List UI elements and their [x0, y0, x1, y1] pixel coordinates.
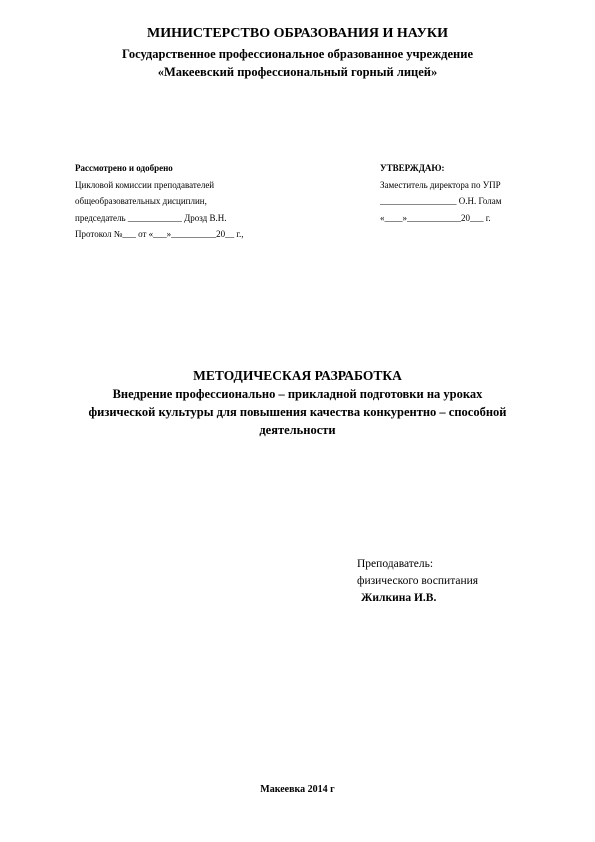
- approval-left-line: Цикловой комиссии преподавателей: [75, 179, 215, 190]
- teacher-block: [357, 556, 478, 607]
- approval-left-line: председатель ____________ Дрозд В.Н.: [75, 212, 227, 223]
- teacher-subject: физического воспитания: [357, 575, 479, 587]
- approval-left-block: [75, 160, 244, 243]
- approval-right-line: «____»____________20___ г.: [380, 212, 491, 223]
- document-topic-line: физической культуры для повышения качества конкурентно – способной: [88, 405, 507, 419]
- footer-city-year: Макеевка 2014 г: [260, 784, 335, 795]
- approval-right-line: Заместитель директора по УПР: [380, 179, 501, 190]
- ministry-heading: МИНИСТЕРСТВО ОБРАЗОВАНИЯ И НАУКИ: [147, 26, 448, 41]
- document-topic: [70, 385, 525, 439]
- document-topic-line: деятельности: [259, 423, 336, 437]
- approval-left-line: Протокол №___ от «___»__________20__ г.,: [75, 229, 244, 239]
- approval-right-title: УТВЕРЖДАЮ:: [380, 163, 445, 173]
- institution-name-line1: Государственное профессиональное образованное учреждение: [121, 47, 473, 61]
- document-type-title: МЕТОДИЧЕСКАЯ РАЗРАБОТКА: [193, 368, 402, 383]
- document-topic-line: Внедрение профессионально – прикладной подготовки на уроках: [112, 387, 483, 401]
- approval-left-title: Рассмотрено и одобрено: [75, 163, 173, 173]
- approval-right-line: _________________ О.Н. Голам: [380, 196, 502, 206]
- approval-left-line: общеобразовательных дисциплин,: [75, 196, 207, 206]
- teacher-label: Преподаватель:: [357, 558, 434, 570]
- institution-name-line2: «Макеевский профессиональный горный лицей»: [157, 65, 438, 79]
- teacher-name: Жилкина И.В.: [361, 592, 437, 604]
- approval-right-block: [380, 160, 501, 226]
